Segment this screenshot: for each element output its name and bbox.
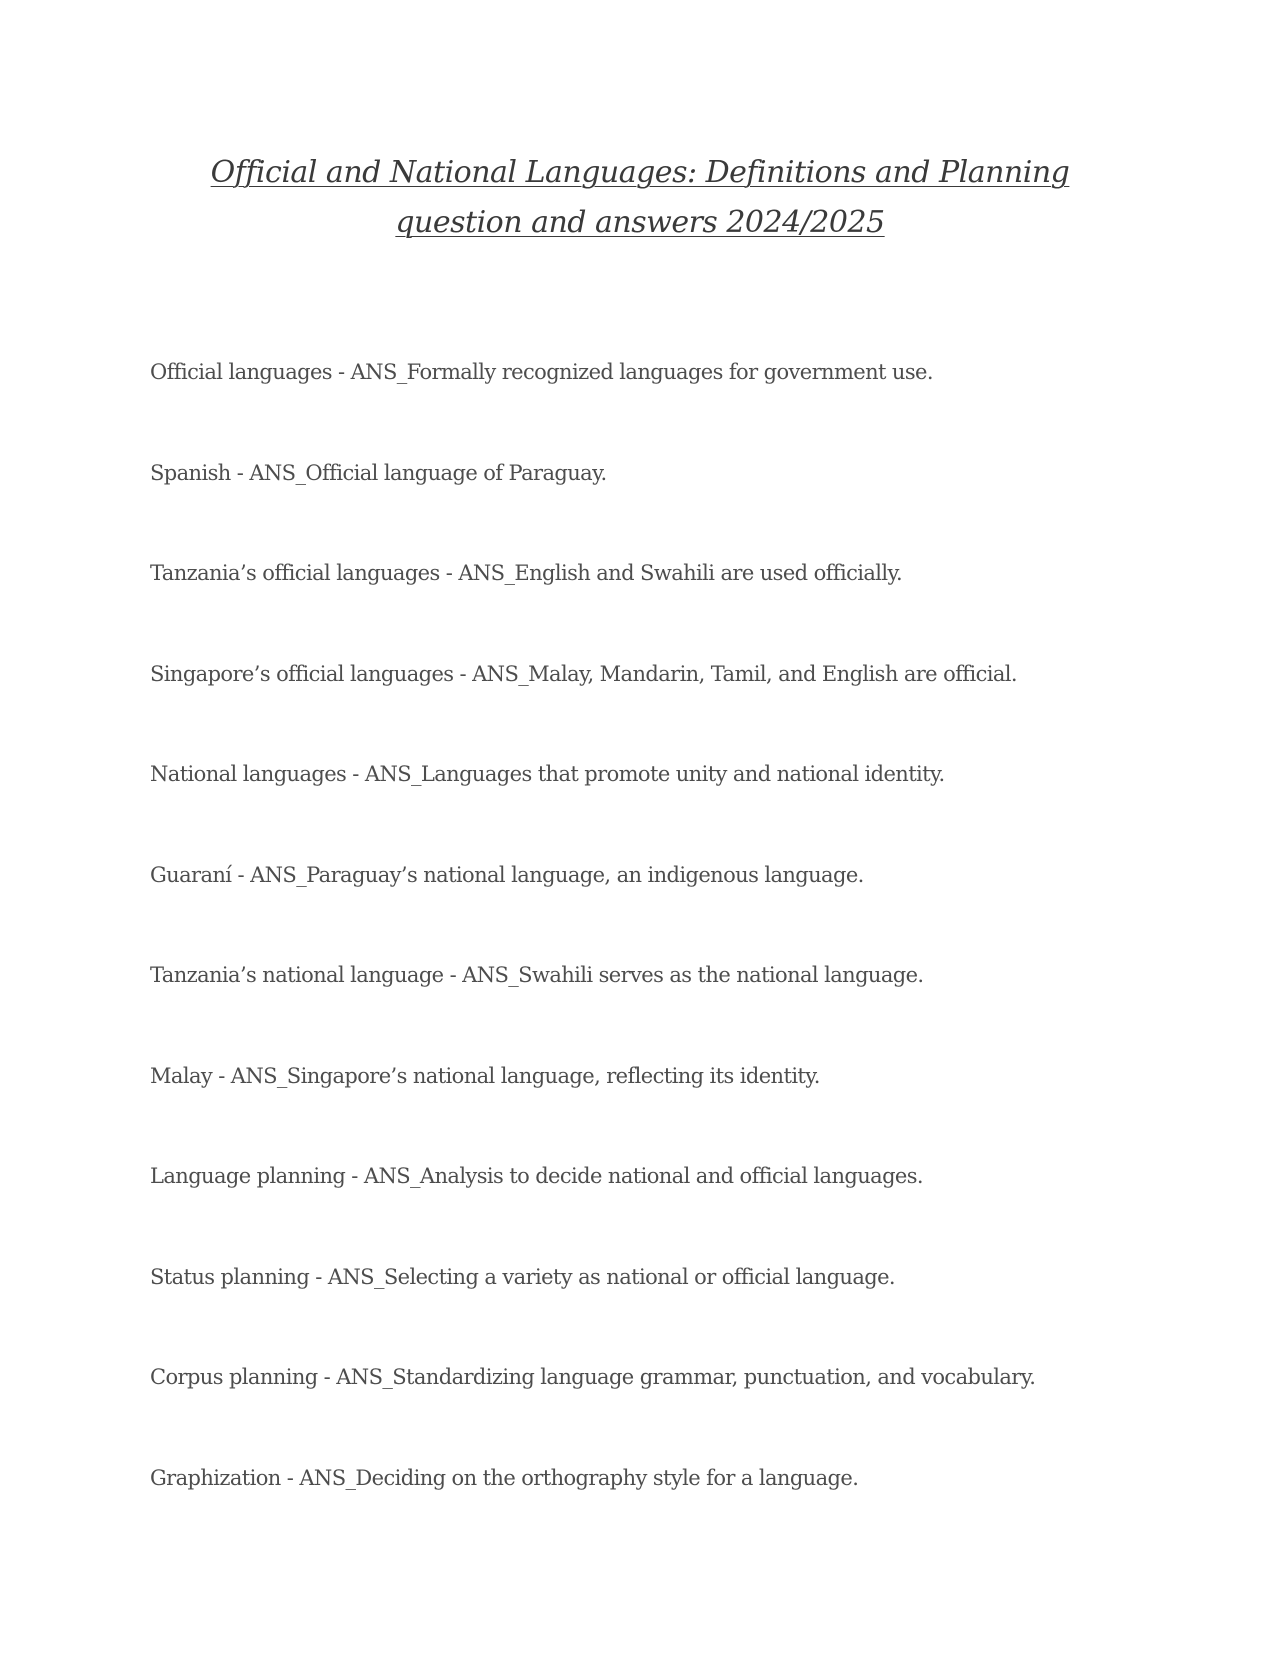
- qa-item: Tanzania’s national language - ANS_Swahili serves as the national language.: [150, 963, 924, 987]
- qa-item: Official languages - ANS_Formally recognized languages for government use.: [150, 360, 933, 384]
- qa-item: Guaraní - ANS_Paraguay’s national language, an indigenous language.: [150, 862, 864, 887]
- qa-item: Corpus planning - ANS_Standardizing language grammar, punctuation, and vocabulary.: [150, 1365, 1036, 1389]
- qa-list: [150, 357, 1150, 1563]
- qa-item: Language planning - ANS_Analysis to decide national and official languages.: [150, 1164, 924, 1188]
- qa-item: Spanish - ANS_Official language of Paraguay.: [150, 460, 607, 485]
- qa-item: Status planning - ANS_Selecting a variety as national or official language.: [150, 1264, 896, 1289]
- qa-item: Graphization - ANS_Deciding on the orthography style for a language.: [150, 1465, 859, 1490]
- document-title: [140, 148, 1140, 248]
- qa-item: Malay - ANS_Singapore’s national language, reflecting its identity.: [150, 1063, 820, 1088]
- qa-item: Tanzania’s official languages - ANS_English and Swahili are used officially.: [150, 561, 903, 585]
- title-line-2: question and answers 2024/2025: [395, 205, 885, 240]
- qa-item: National languages - ANS_Languages that promote unity and national identity.: [150, 762, 945, 786]
- qa-item: Singapore’s official languages - ANS_Malay, Mandarin, Tamil, and English are official.: [150, 661, 1017, 686]
- title-line-1: Official and National Languages: Definitions and Planning: [210, 155, 1070, 190]
